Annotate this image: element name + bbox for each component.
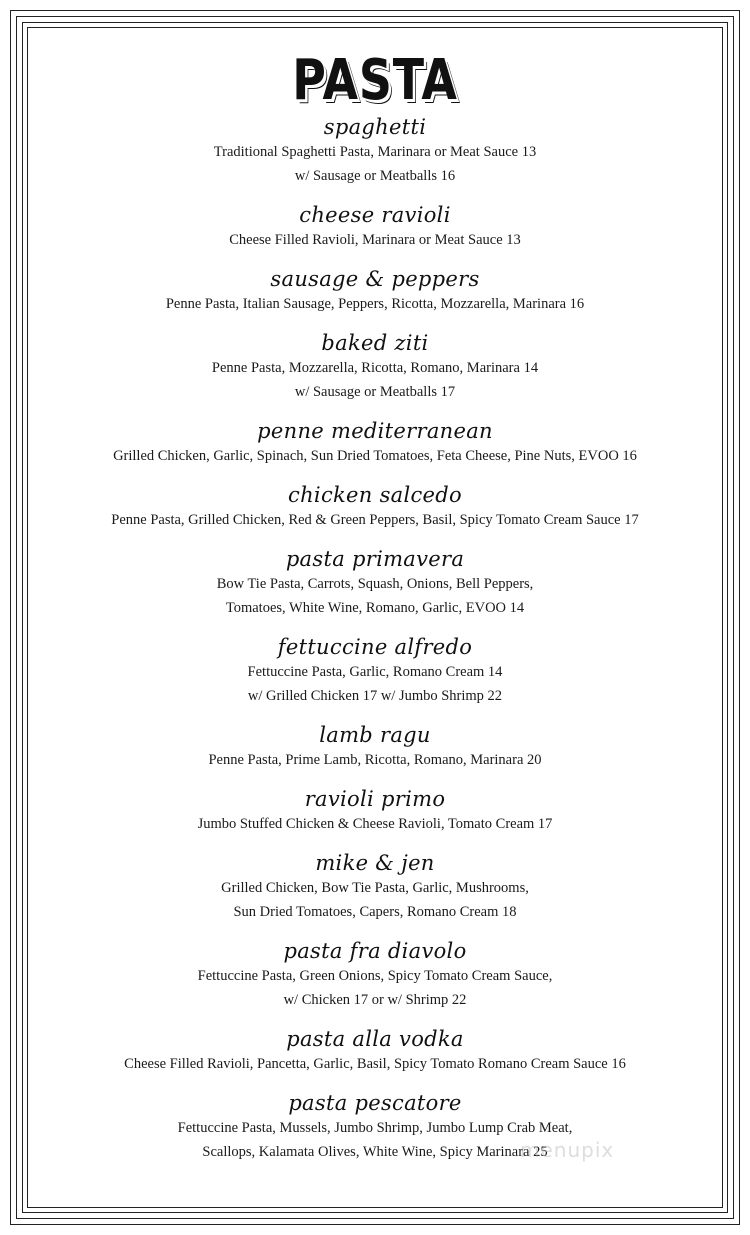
item-description: Traditional Spaghetti Pasta, Marinara or Meat Sauce 13: [213, 144, 537, 160]
item-description: w/ Sausage or Meatballs 17: [294, 384, 456, 400]
item-name: pasta fra diavolo: [283, 939, 467, 963]
item-description: Penne Pasta, Mozzarella, Ricotta, Romano, Marinara 14: [211, 360, 539, 376]
item-description: Scallops, Kalamata Olives, White Wine, Spicy Marinara 25: [202, 1144, 548, 1160]
item-name: pasta primavera: [285, 547, 465, 571]
menu-item-fettuccine-alfredo: [30, 634, 720, 708]
item-description: w/ Sausage or Meatballs 16: [294, 168, 456, 184]
menu-item-pasta-primavera: [30, 546, 720, 620]
item-name: sausage & peppers: [270, 267, 480, 291]
menu-item-pasta-alla-vodka: [30, 1026, 720, 1076]
item-description: Sun Dried Tomatoes, Capers, Romano Cream 18: [233, 904, 517, 920]
menu-item-penne-mediterranean: [30, 418, 720, 468]
watermark: menupix: [520, 1138, 615, 1162]
item-description: w/ Grilled Chicken 17 w/ Jumbo Shrimp 22: [247, 688, 503, 704]
item-name: spaghetti: [323, 115, 427, 139]
item-name: baked ziti: [321, 331, 429, 355]
item-name: lamb ragu: [319, 723, 431, 747]
item-description: Tomatoes, White Wine, Romano, Garlic, EVOO 14: [225, 600, 525, 616]
item-name: ravioli primo: [304, 787, 446, 811]
item-description: Fettuccine Pasta, Green Onions, Spicy Tomato Cream Sauce,: [197, 968, 553, 984]
item-name: penne mediterranean: [257, 419, 493, 443]
item-name: chicken salcedo: [288, 483, 462, 507]
item-description: Bow Tie Pasta, Carrots, Squash, Onions, Bell Peppers,: [216, 576, 534, 592]
item-description: Penne Pasta, Italian Sausage, Peppers, Ricotta, Mozzarella, Marinara 16: [165, 296, 585, 312]
menu-item-spaghetti: [30, 114, 720, 188]
item-name: pasta pescatore: [288, 1091, 462, 1115]
item-description: Fettuccine Pasta, Mussels, Jumbo Shrimp, Jumbo Lump Crab Meat,: [177, 1120, 573, 1136]
menu-content: [30, 50, 720, 1164]
menu-title: PASTA: [292, 48, 458, 113]
item-description: Penne Pasta, Prime Lamb, Ricotta, Romano, Marinara 20: [208, 752, 542, 768]
item-description: Grilled Chicken, Garlic, Spinach, Sun Dried Tomatoes, Feta Cheese, Pine Nuts, EVOO 16: [113, 448, 637, 464]
menu-item-ravioli-primo: [30, 786, 720, 836]
item-description: Cheese Filled Ravioli, Pancetta, Garlic, Basil, Spicy Tomato Romano Cream Sauce 16: [124, 1056, 626, 1072]
item-description: w/ Chicken 17 or w/ Shrimp 22: [283, 992, 467, 1008]
menu-item-sausage-peppers: [30, 266, 720, 316]
item-description: Grilled Chicken, Bow Tie Pasta, Garlic, Mushrooms,: [221, 880, 529, 896]
menu-item-pasta-fra-diavolo: [30, 938, 720, 1012]
item-name: fettuccine alfredo: [277, 635, 473, 659]
item-name: mike & jen: [315, 851, 435, 875]
item-name: cheese ravioli: [299, 203, 451, 227]
menu-item-pasta-pescatore: [30, 1090, 720, 1164]
menu-item-mike-jen: [30, 850, 720, 924]
menu-item-baked-ziti: [30, 330, 720, 404]
menu-item-cheese-ravioli: [30, 202, 720, 252]
item-name: pasta alla vodka: [286, 1027, 464, 1051]
menu-item-lamb-ragu: [30, 722, 720, 772]
menu-item-chicken-salcedo: [30, 482, 720, 532]
item-description: Penne Pasta, Grilled Chicken, Red & Green Peppers, Basil, Spicy Tomato Cream Sauce 17: [111, 512, 639, 528]
item-description: Jumbo Stuffed Chicken & Cheese Ravioli, Tomato Cream 17: [197, 816, 553, 832]
item-description: Cheese Filled Ravioli, Marinara or Meat Sauce 13: [229, 232, 521, 248]
item-description: Fettuccine Pasta, Garlic, Romano Cream 14: [247, 664, 503, 680]
